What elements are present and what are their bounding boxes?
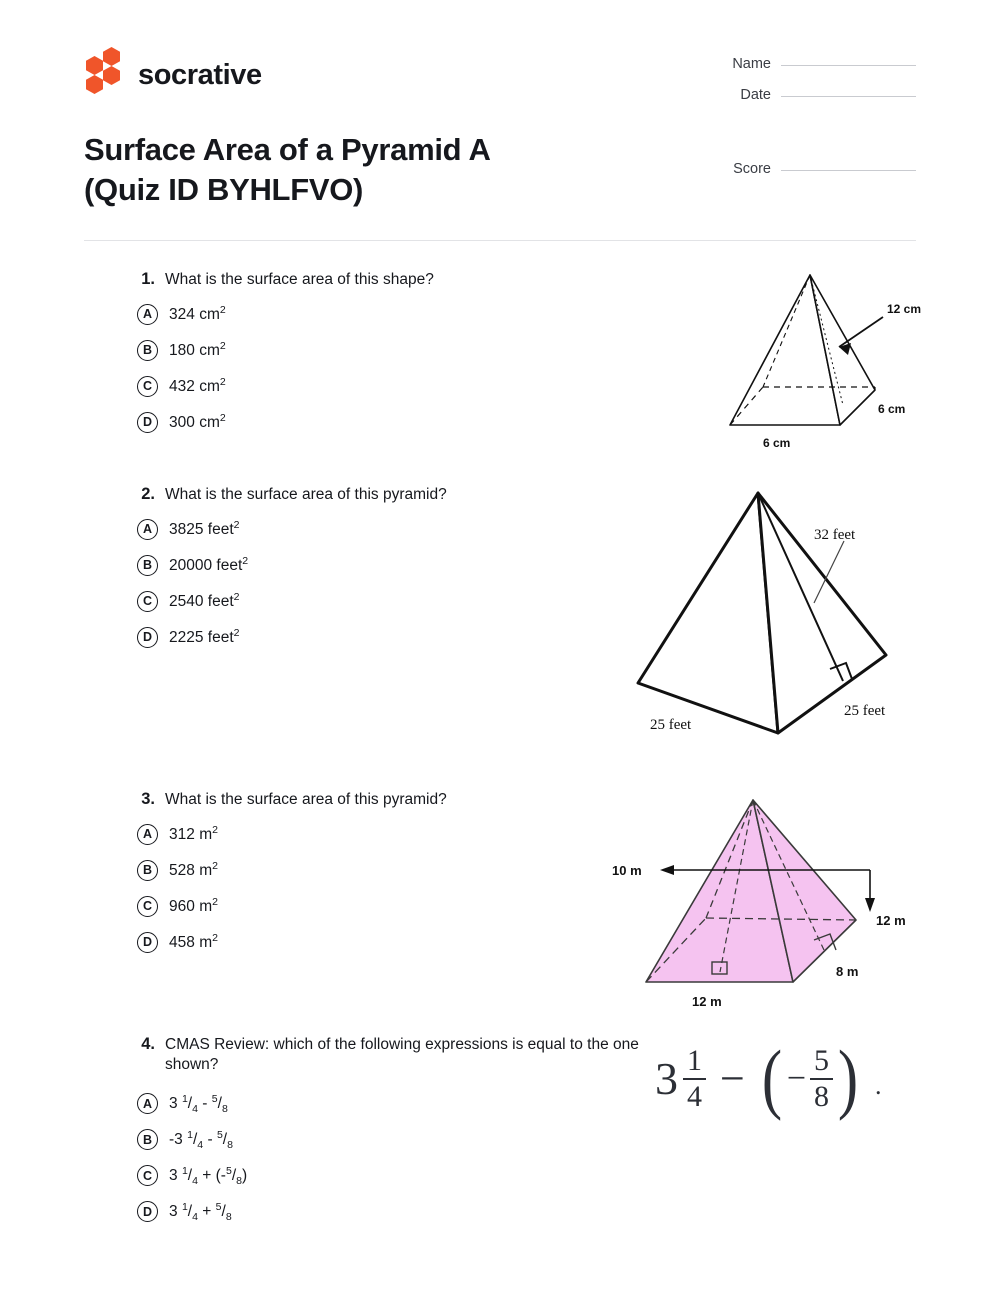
score-field-row bbox=[696, 161, 916, 183]
option-letter: D bbox=[137, 1201, 158, 1222]
paren-close: ) bbox=[837, 1034, 859, 1122]
option-label: 20000 feet$^2$ bbox=[169, 554, 249, 574]
option-letter: C bbox=[137, 376, 158, 397]
svg-text:6 cm: 6 cm bbox=[763, 436, 791, 450]
svg-text:32 feet: 32 feet bbox=[814, 527, 856, 543]
option-letter: D bbox=[137, 932, 158, 953]
brand-name: socrative bbox=[138, 58, 262, 91]
option-label: 300 $cm^2$ bbox=[169, 411, 226, 431]
mixed-number bbox=[655, 1045, 706, 1112]
option-label: 3825 feet$^2$ bbox=[169, 518, 240, 538]
score-label: Score bbox=[733, 161, 771, 177]
option-4-a[interactable] bbox=[137, 1086, 642, 1122]
option-3-a[interactable] bbox=[137, 816, 657, 852]
option-1-c[interactable] bbox=[137, 368, 657, 404]
fraction-five-eighths bbox=[810, 1045, 833, 1112]
paren-open: ( bbox=[761, 1034, 782, 1122]
option-1-d[interactable] bbox=[137, 404, 657, 440]
option-label: 324 $cm^2$ bbox=[169, 303, 226, 323]
inner-negative-sign: − bbox=[786, 1059, 806, 1097]
whole-number: 3 bbox=[655, 1053, 678, 1104]
svg-text:10 m: 10 m bbox=[612, 863, 642, 878]
date-input-line[interactable] bbox=[781, 96, 916, 97]
figure-pyramid-2 bbox=[618, 483, 930, 750]
question-1-number: 1. bbox=[141, 270, 155, 288]
question-4-expression bbox=[655, 1034, 882, 1122]
option-label: 458 $m^2$ bbox=[169, 931, 218, 951]
option-3-c[interactable] bbox=[137, 888, 657, 924]
option-label: 2540 feet$^2$ bbox=[169, 590, 240, 610]
page-title-line2: (Quiz ID BYHLFVO) bbox=[84, 172, 364, 208]
option-1-a[interactable] bbox=[137, 296, 657, 332]
option-letter: C bbox=[137, 1165, 158, 1186]
question-3-number: 3. bbox=[141, 790, 155, 808]
header-divider bbox=[84, 240, 916, 241]
minus-operator: − bbox=[720, 1053, 745, 1103]
option-letter: A bbox=[137, 519, 158, 540]
brand-logo bbox=[84, 55, 262, 95]
name-label: Name bbox=[732, 56, 771, 72]
option-4-b[interactable] bbox=[137, 1122, 642, 1158]
question-2-prompt: What is the surface area of this pyramid? bbox=[165, 486, 447, 503]
question-2-number: 2. bbox=[141, 485, 155, 503]
numerator: 5 bbox=[814, 1044, 829, 1077]
option-1-b[interactable] bbox=[137, 332, 657, 368]
svg-text:8 m: 8 m bbox=[836, 964, 859, 979]
svg-text:12 cm: 12 cm bbox=[887, 302, 922, 316]
question-4-number: 4. bbox=[141, 1035, 155, 1053]
question-2-header bbox=[137, 485, 657, 505]
denominator: 8 bbox=[814, 1079, 829, 1113]
option-label: 3 $^1/_4 - ^5/_8$ bbox=[169, 1093, 228, 1116]
question-1-prompt: What is the surface area of this shape? bbox=[165, 271, 434, 288]
option-2-d[interactable] bbox=[137, 619, 657, 655]
page-header bbox=[0, 0, 1000, 230]
denominator: 4 bbox=[687, 1079, 702, 1113]
option-letter: A bbox=[137, 304, 158, 325]
option-label: -3 $^1/_4 - ^5/_8$ bbox=[169, 1129, 233, 1152]
figure-pyramid-3 bbox=[608, 790, 933, 1020]
option-3-b[interactable] bbox=[137, 852, 657, 888]
option-label: 3 $^1/_4 + (-^5/_8)$ bbox=[169, 1165, 248, 1188]
option-letter: B bbox=[137, 340, 158, 361]
socrative-hexagon-logo-icon bbox=[84, 55, 126, 95]
question-3-prompt: What is the surface area of this pyramid? bbox=[165, 791, 447, 808]
option-letter: C bbox=[137, 591, 158, 612]
question-4-options bbox=[137, 1086, 642, 1230]
page-title bbox=[84, 130, 664, 211]
question-3-header bbox=[137, 790, 657, 810]
option-letter: B bbox=[137, 555, 158, 576]
figure-pyramid-1 bbox=[715, 265, 930, 460]
numerator: 1 bbox=[687, 1044, 702, 1077]
trailing-period: . bbox=[874, 1071, 882, 1100]
svg-text:25 feet: 25 feet bbox=[650, 717, 692, 733]
date-label: Date bbox=[740, 87, 771, 103]
question-1-header bbox=[137, 270, 657, 290]
option-letter: A bbox=[137, 1093, 158, 1114]
option-label: 180 $cm^2$ bbox=[169, 339, 226, 359]
option-letter: B bbox=[137, 1129, 158, 1150]
name-input-line[interactable] bbox=[781, 65, 916, 66]
svg-text:12 m: 12 m bbox=[876, 913, 906, 928]
question-4-header bbox=[137, 1035, 642, 1076]
option-2-c[interactable] bbox=[137, 583, 657, 619]
option-letter: A bbox=[137, 824, 158, 845]
parenthesized-group bbox=[759, 1034, 861, 1122]
page-title-line1: Surface Area of a Pyramid A bbox=[84, 132, 491, 167]
svg-text:25 feet: 25 feet bbox=[844, 703, 886, 719]
option-label: 312 $m^2$ bbox=[169, 823, 218, 843]
question-3-options bbox=[137, 816, 657, 960]
option-4-c[interactable] bbox=[137, 1158, 642, 1194]
option-letter: C bbox=[137, 896, 158, 917]
option-label: 2225 feet$^2$ bbox=[169, 626, 240, 646]
option-letter: D bbox=[137, 412, 158, 433]
score-input-line[interactable] bbox=[781, 170, 916, 171]
student-fields bbox=[696, 56, 916, 192]
question-4-prompt: CMAS Review: which of the following expressions is equal to the one shown? bbox=[165, 1036, 639, 1074]
option-label: 960 $m^2$ bbox=[169, 895, 218, 915]
fraction-one-fourth bbox=[683, 1045, 706, 1112]
option-letter: B bbox=[137, 860, 158, 881]
option-label: 528 $m^2$ bbox=[169, 859, 218, 879]
option-2-b[interactable] bbox=[137, 547, 657, 583]
name-field-row bbox=[696, 56, 916, 78]
question-1-options bbox=[137, 296, 657, 440]
question-2-options bbox=[137, 511, 657, 655]
option-3-d[interactable] bbox=[137, 924, 657, 960]
option-label: 3 $^1/_4 + ^5/_8$ bbox=[169, 1201, 232, 1224]
date-field-row bbox=[696, 87, 916, 109]
svg-text:6 cm: 6 cm bbox=[878, 402, 906, 416]
svg-text:12 m: 12 m bbox=[692, 994, 722, 1009]
option-letter: D bbox=[137, 627, 158, 648]
option-label: 432 $cm^2$ bbox=[169, 375, 226, 395]
option-4-d[interactable] bbox=[137, 1194, 642, 1230]
option-2-a[interactable] bbox=[137, 511, 657, 547]
